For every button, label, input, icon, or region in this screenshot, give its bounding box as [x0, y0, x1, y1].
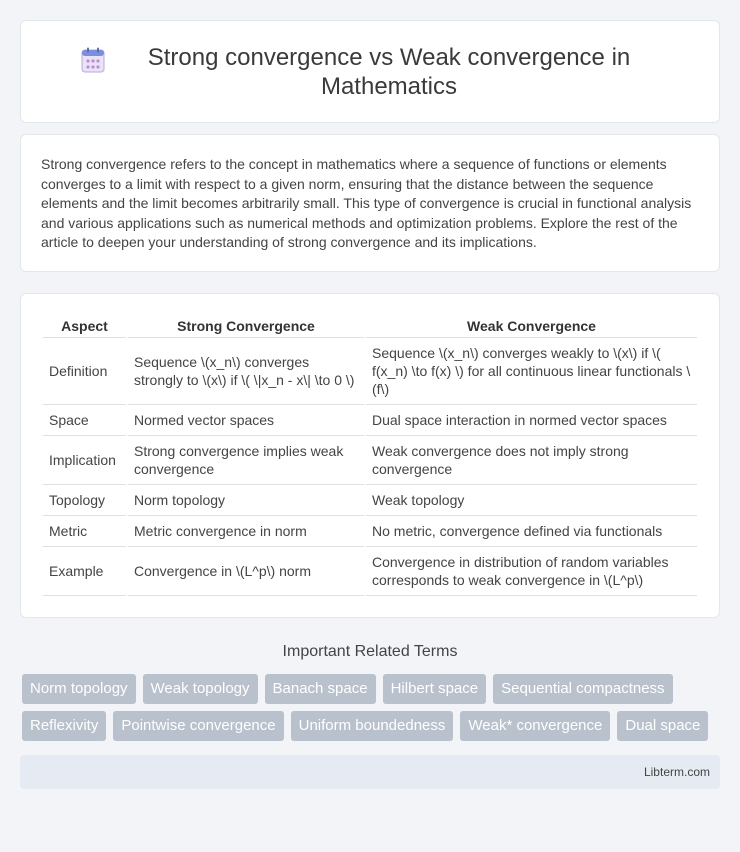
row-aspect: Definition [43, 338, 126, 405]
related-term-tag[interactable]: Sequential compactness [493, 674, 672, 704]
page-title: Strong convergence vs Weak convergence in Mathematics [147, 43, 631, 100]
related-term-tag[interactable]: Dual space [617, 711, 708, 741]
row-strong: Strong convergence implies weak convergence [128, 436, 364, 485]
related-term-tag[interactable]: Norm topology [22, 674, 136, 704]
row-weak: Weak topology [366, 485, 697, 516]
row-aspect: Example [43, 547, 126, 596]
related-term-tag[interactable]: Weak* convergence [460, 711, 610, 741]
related-term-tag[interactable]: Pointwise convergence [113, 711, 283, 741]
row-strong: Norm topology [128, 485, 364, 516]
intro-paragraph: Strong convergence refers to the concept in mathematics where a sequence of functions or elements converges to a limit with respect to a given norm, ensuring that the distance between the sequence elements and the limit becomes arbitrarily small. This type of convergence is crucial in functional analysis and various applications such as numerical methods and optimization problems. Explore the rest of the article to deepen your understanding of strong convergence and its implications. [41, 156, 692, 251]
footer-brand[interactable]: Libterm.com [643, 765, 710, 779]
row-weak: Weak convergence does not imply strong convergence [366, 436, 697, 485]
table-header-row [43, 314, 697, 338]
table-row [43, 436, 697, 485]
related-terms-title: Important Related Terms [282, 643, 458, 660]
footer [20, 755, 720, 789]
related-term-tag[interactable]: Banach space [265, 674, 376, 704]
table-row [43, 405, 697, 436]
table-row [43, 547, 697, 596]
row-aspect: Implication [43, 436, 126, 485]
table-row [43, 516, 697, 547]
row-strong: Metric convergence in norm [128, 516, 364, 547]
table-row [43, 338, 697, 405]
row-strong: Normed vector spaces [128, 405, 364, 436]
row-weak: Convergence in distribution of random variables corresponds to weak convergence in \(L^p\) [366, 547, 697, 596]
title-card [20, 20, 720, 123]
row-weak: Sequence \(x_n\) converges weakly to \(x\) if \( f(x_n) \to f(x) \) for all continuous linear functionals \(f\) [366, 338, 697, 405]
row-weak: No metric, convergence defined via functionals [366, 516, 697, 547]
header-weak: Weak Convergence [366, 314, 697, 338]
row-weak: Dual space interaction in normed vector spaces [366, 405, 697, 436]
row-strong: Sequence \(x_n\) converges strongly to \(x\) if \( \|x_n - x\| \to 0 \) [128, 338, 364, 405]
header-strong: Strong Convergence [128, 314, 364, 338]
related-term-tag[interactable]: Uniform boundedness [291, 711, 454, 741]
row-aspect: Topology [43, 485, 126, 516]
related-term-tag[interactable]: Hilbert space [383, 674, 487, 704]
row-aspect: Space [43, 405, 126, 436]
row-aspect: Metric [43, 516, 126, 547]
related-term-tag[interactable]: Reflexivity [22, 711, 106, 741]
table-row [43, 485, 697, 516]
row-strong: Convergence in \(L^p\) norm [128, 547, 364, 596]
comparison-card [20, 293, 720, 618]
related-term-tag[interactable]: Weak topology [143, 674, 258, 704]
header-aspect: Aspect [43, 314, 126, 338]
intro-card [20, 134, 720, 272]
related-terms-list [20, 674, 720, 741]
comparison-table [41, 314, 699, 596]
calendar-icon [81, 47, 105, 73]
